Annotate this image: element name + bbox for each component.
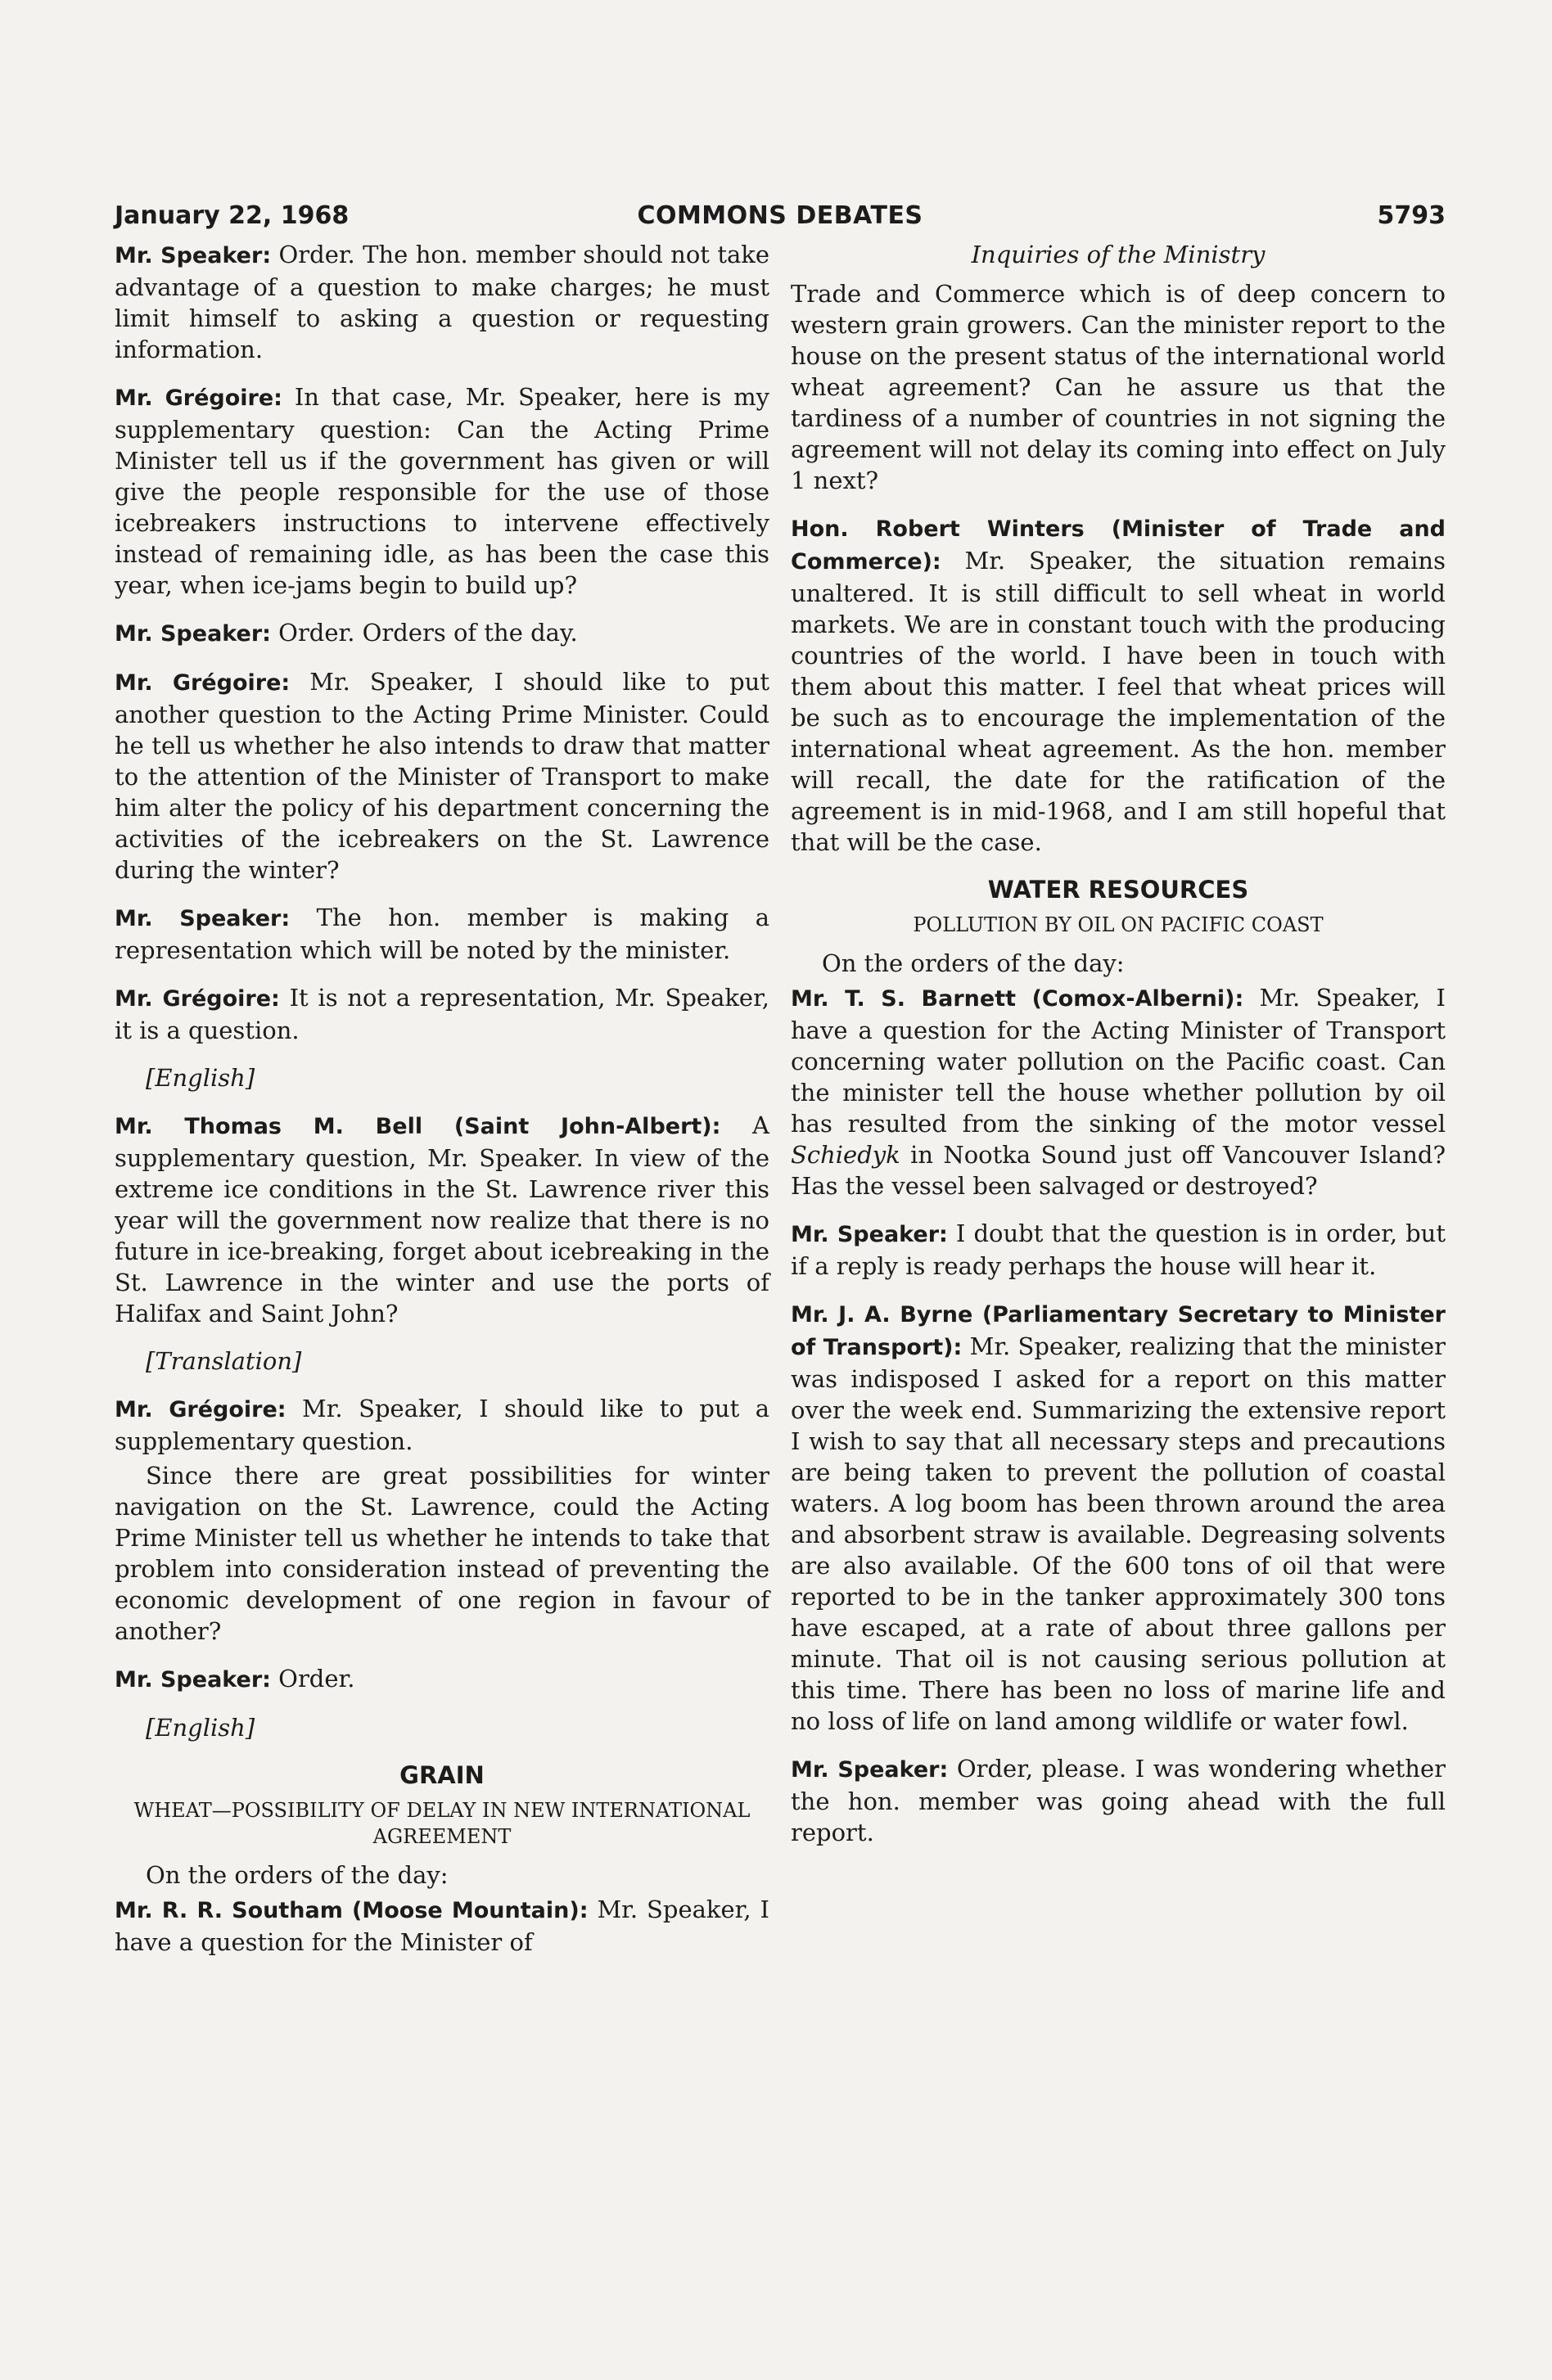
paragraph: [791, 512, 1446, 858]
speech-text: Mr. Speaker, I have a question for the Acting Minister of Transport concerning water pollution on the Pacific coast. Can the minister tell the house whether pollution by oil has resulted from the sinking of the motor vessel: [791, 984, 1446, 1138]
paragraph: [791, 278, 1446, 496]
left-column: [115, 239, 769, 1974]
speech-text: Order. Orders of the day.: [270, 619, 578, 647]
paragraph: [115, 381, 769, 601]
running-head: Inquiries of the Ministry: [971, 241, 1266, 268]
speaker-name: Mr. Speaker:: [115, 1667, 271, 1693]
paragraph: [115, 1460, 769, 1647]
speaker-name: Mr. T. S. Barnett (Comox-Alberni):: [791, 986, 1244, 1012]
vessel-name: Schiedyk: [791, 1141, 900, 1169]
speech-text: It is not a representation, Mr. Speaker, it is a question.: [115, 984, 769, 1044]
page-header: [115, 201, 1446, 234]
speaker-name: Mr. J. A. Byrne (Parliamentary Secretary to Minister of Transport):: [791, 1302, 1446, 1360]
speaker-name: Mr. Speaker:: [791, 1222, 948, 1247]
speech-text: Order.: [270, 1665, 355, 1693]
section-subheading: WHEAT—POSSIBILITY OF DELAY IN NEW INTERNATIONAL AGREEMENT: [133, 1799, 751, 1848]
orders-of-day: On the orders of the day:: [822, 949, 1125, 977]
speech-text: I doubt that the question is in order, but if a reply is ready perhaps the house will hear it.: [791, 1219, 1446, 1280]
paragraph: [115, 1663, 769, 1696]
header-title: COMMONS DEBATES: [637, 201, 923, 230]
speech-text: Mr. Speaker, the situation remains unaltered. It is still difficult to sell wheat in world markets. We are in constant touch with the producing countries of the world. I have been in touch with them about this matter. I feel that wheat prices will be such as to encourage the implementation of the international wheat agreement. As the hon. member will recall, the date for the ratification of the agreement is in mid-1968, and I am still hopeful that that will be the case.: [791, 547, 1446, 856]
speech-text: Mr. Speaker, realizing that the minister was indisposed I asked for a report on this matter over the week end. Summarizing the extensive report I wish to say that all necessary steps and precautions are being taken to prevent the pollution of coastal waters. A log boom has been thrown around the area and absorbent straw is available. Degreasing solvents are also available. Of the 600 tons of oil that were reported to be in the tanker approximately 300 tons have escaped, at a rate of about three gallons per minute. That oil is not causing serious pollution at this time. There has been no loss of marine life and no loss of life on land among wildlife or water fowl.: [791, 1332, 1446, 1735]
speaker-name: Mr. Grégoire:: [115, 670, 291, 696]
speech-text: Mr. Speaker, I have a question for the Minister of: [115, 1895, 769, 1956]
paragraph: [115, 666, 769, 886]
orders-of-day: On the orders of the day:: [146, 1861, 449, 1889]
speech-text: Since there are great possibilities for winter navigation on the St. Lawrence, could the Acting Prime Minister tell us whether he intends to take that problem into consideration instead of preventing the economic development of one region in favour of another?: [115, 1462, 769, 1645]
paragraph: [115, 1393, 769, 1457]
speaker-name: Mr. Grégoire:: [115, 1397, 286, 1422]
speech-text: Order. The hon. member should not take advantage of a question to make charges; he must limit himself to asking a question or requesting information.: [115, 241, 769, 363]
speaker-name: Hon. Robert Winters (Minister of Trade and Commerce):: [791, 516, 1446, 575]
speech-text: In that case, Mr. Speaker, here is my supplementary question: Can the Acting Prime Minister tell us if the government has given or will give the people responsible for the use of those icebreakers instructions to intervene effectively instead of remaining idle, as has been the case this year, when ice-jams begin to build up?: [115, 383, 770, 599]
right-column: [791, 239, 1446, 1864]
speaker-name: Mr. Grégoire:: [115, 986, 280, 1012]
header-date: January 22, 1968: [115, 201, 350, 230]
header-page-number: 5793: [1377, 201, 1446, 230]
paragraph: [115, 1110, 769, 1329]
speech-text: Mr. Speaker, I should like to put a supplementary question.: [115, 1395, 770, 1455]
speech-text: Trade and Commerce which is of deep concern to western grain growers. Can the minister report to the house on the present status of the international world wheat agreement? Can he assure us that the tardiness of a number of countries in not signing the agreement will not delay its coming into effect on July 1 next?: [791, 280, 1446, 494]
speaker-name: Mr. Speaker:: [115, 621, 271, 647]
speaker-name: Mr. Grégoire:: [115, 385, 282, 411]
speech-text: The hon. member is making a representation which will be noted by the minister.: [115, 904, 770, 964]
paragraph: [115, 239, 769, 365]
speech-text: Mr. Speaker, I should like to put another question to the Acting Prime Minister. Could he tell us whether he also intends to draw that matter to the attention of the Minister of Transport to make him alter the policy of his department concerning the activities of the icebreakers on the St. Lawrence during the winter?: [115, 668, 769, 884]
paragraph: [115, 982, 769, 1046]
section-heading: WATER RESOURCES: [987, 876, 1249, 904]
section-heading: GRAIN: [399, 1761, 485, 1789]
language-marker: [English]: [146, 1714, 255, 1742]
speech-text: Order, please. I was wondering whether the hon. member was going ahead with the full report.: [791, 1755, 1446, 1846]
paragraph: [115, 1894, 769, 1958]
speech-text: in Nootka Sound just off Vancouver Island? Has the vessel been salvaged or destroyed?: [791, 1141, 1446, 1200]
language-marker: [English]: [146, 1064, 255, 1092]
paragraph: [791, 1753, 1446, 1848]
speaker-name: Mr. Thomas M. Bell (Saint John-Albert):: [115, 1114, 721, 1139]
speaker-name: Mr. Speaker:: [115, 243, 272, 268]
speaker-name: Mr. Speaker:: [791, 1757, 949, 1783]
paragraph: [115, 617, 769, 650]
paragraph: [791, 982, 1446, 1201]
language-marker: [Translation]: [146, 1347, 302, 1375]
paragraph: [115, 902, 769, 966]
paragraph: [791, 1298, 1446, 1737]
speaker-name: Mr. Speaker:: [115, 906, 291, 931]
speech-text: A supplementary question, Mr. Speaker. In view of the extreme ice conditions in the St. Lawrence river this year will the government now realize that there is no future in ice-breaking, forget about icebreaking in the St. Lawrence in the winter and use the ports of Halifax and Saint John?: [115, 1111, 769, 1327]
section-subheading: POLLUTION BY OIL ON PACIFIC COAST: [913, 913, 1324, 936]
speaker-name: Mr. R. R. Southam (Moose Mountain):: [115, 1898, 589, 1923]
paragraph: [791, 1218, 1446, 1282]
